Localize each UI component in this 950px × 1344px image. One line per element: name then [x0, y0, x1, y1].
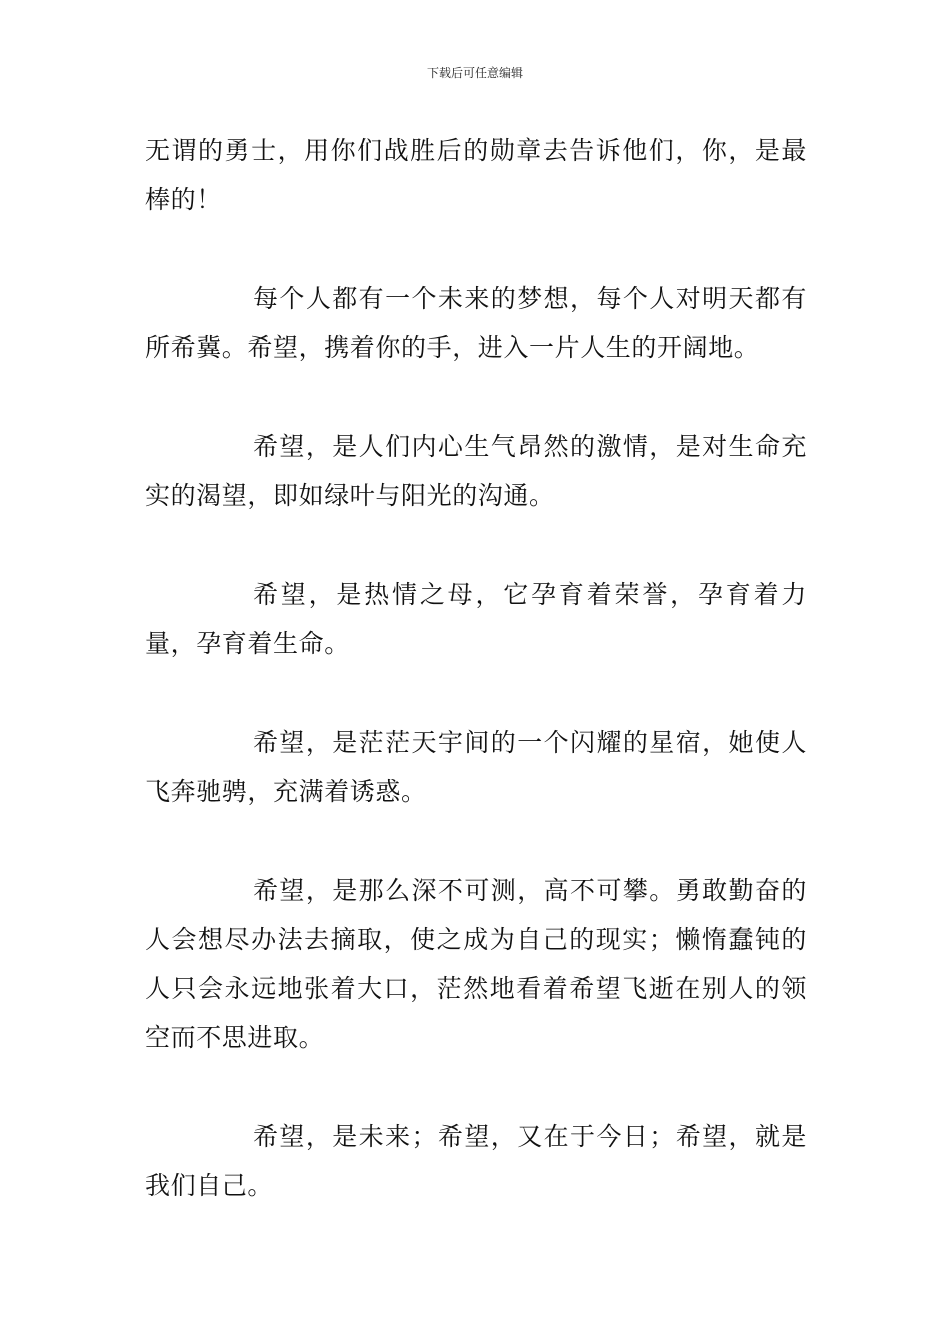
paragraph: 希望，是热情之母，它孕育着荣誉，孕育着力量，孕育着生命。: [145, 580, 807, 658]
paragraph: 希望，是那么深不可测，高不可攀。勇敢勤奋的人会想尽办法去摘取，使之成为自己的现实；懒惰蠢钝的人只会永远地张着大口，茫然地看着希望飞逝在别人的领空而不思进取。: [145, 876, 807, 1052]
paragraph: 希望，是茫茫天宇间的一个闪耀的星宿，她使人飞奔驰骋，充满着诱惑。: [145, 728, 807, 806]
paragraph: 希望，是人们内心生气昂然的激情，是对生命充实的渴望，即如绿叶与阳光的沟通。: [145, 432, 807, 510]
page-header: 下载后可任意编辑: [426, 66, 523, 80]
paragraph: 每个人都有一个未来的梦想，每个人对明天都有所希冀。希望，携着你的手，进入一片人生的开阔地。: [145, 284, 807, 362]
paragraph-continuation: 无谓的勇士，用你们战胜后的勋章去告诉他们，你，是最棒的！: [145, 136, 807, 214]
paragraph: 希望，是未来；希望，又在于今日；希望，就是我们自己。: [145, 1122, 807, 1200]
document-body: [145, 126, 807, 1210]
